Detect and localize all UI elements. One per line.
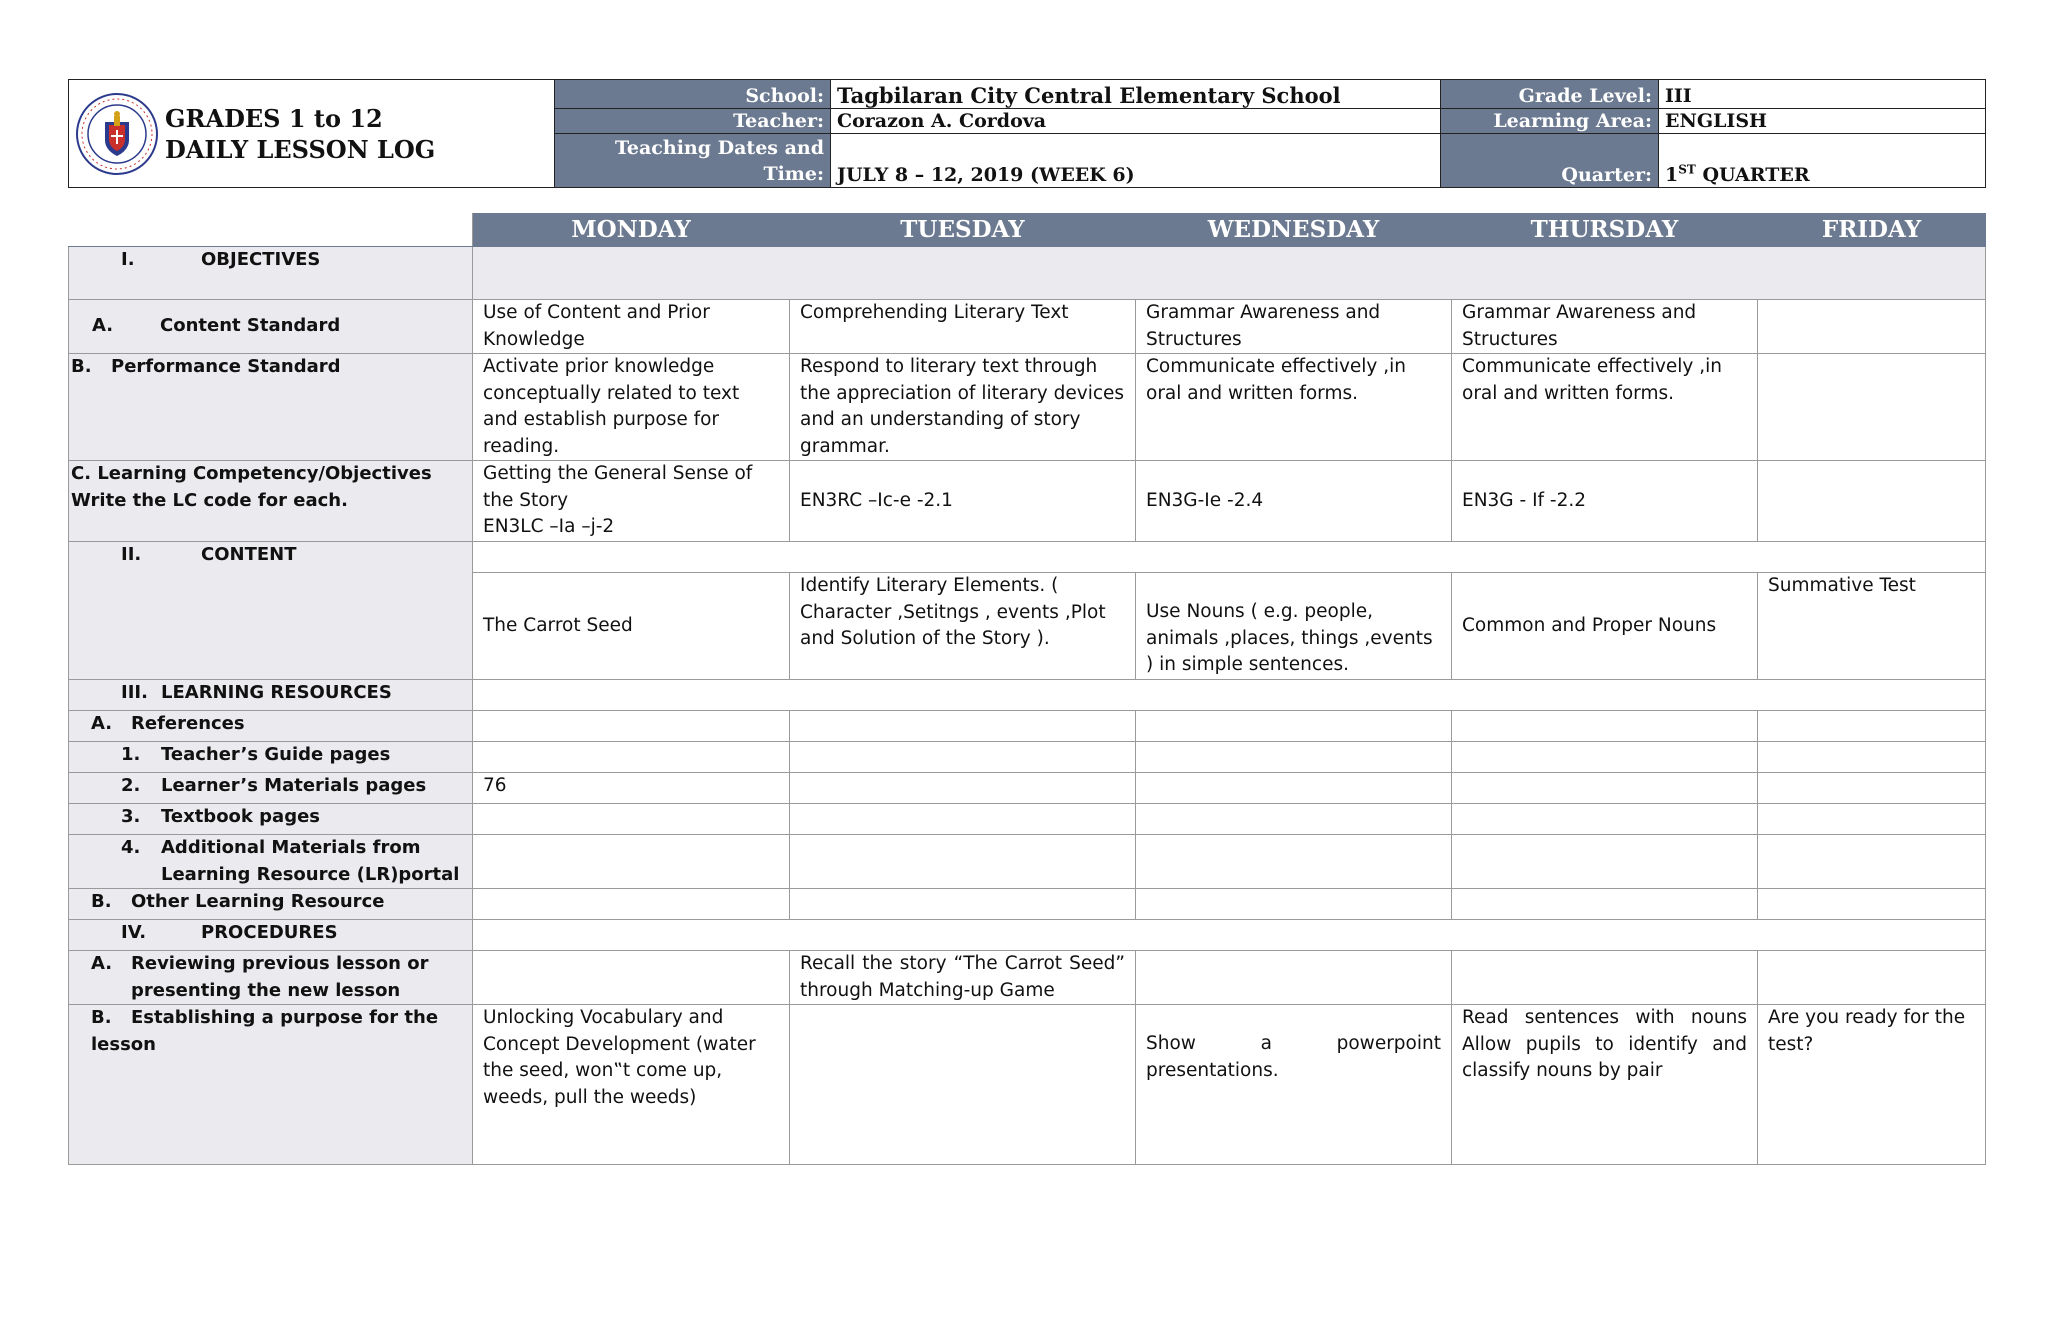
other-resource-thursday — [1452, 889, 1758, 920]
learning-competency-monday — [473, 461, 790, 542]
establishing-tuesday — [790, 1005, 1136, 1165]
content-standard-text: Content Standard — [160, 315, 341, 337]
reviewing-num: A. — [91, 953, 113, 974]
day-wednesday: WEDNESDAY — [1136, 214, 1452, 247]
quarter-value-rest: QUARTER — [1695, 164, 1810, 186]
content-standard-friday — [1758, 300, 1986, 354]
lm-pages-text: Learner’s Materials pages — [161, 775, 427, 796]
reviewing-wednesday — [1136, 951, 1452, 1005]
grade-level-value: III — [1659, 80, 1986, 109]
additional-materials-tuesday — [790, 835, 1136, 889]
header-table — [68, 79, 1986, 188]
content-standard-num: A. — [92, 315, 114, 337]
tg-pages-wednesday — [1136, 742, 1452, 773]
additional-materials-wednesday — [1136, 835, 1452, 889]
learning-competency-line1: C. Learning Competency/Objectives — [71, 463, 432, 484]
references-text: References — [131, 713, 245, 734]
tg-pages-row — [69, 742, 1986, 773]
teaching-dates-value: JULY 8 – 12, 2019 (WEEK 6) — [831, 134, 1441, 188]
performance-standard-tuesday: Respond to literary text through the appreciation of literary devices and an understanding of story grammar. — [790, 354, 1136, 461]
references-monday — [473, 711, 790, 742]
learning-competency-tuesday: EN3RC –Ic-e -2.1 — [790, 461, 1136, 542]
learning-area-value: ENGLISH — [1659, 109, 1986, 134]
references-wednesday — [1136, 711, 1452, 742]
reviewing-line1: Reviewing previous lesson or — [131, 953, 429, 974]
deped-seal-icon — [75, 92, 159, 176]
lesson-log-table — [68, 213, 1986, 1165]
logo-cell — [69, 80, 555, 188]
teaching-dates-label-line1: Teaching Dates and — [614, 137, 824, 159]
objectives-span — [473, 247, 1986, 300]
day-friday: FRIDAY — [1758, 214, 1986, 247]
content-thursday: Common and Proper Nouns — [1452, 573, 1758, 680]
learning-competency-wednesday: EN3G-Ie -2.4 — [1136, 461, 1452, 542]
procedures-text: PROCEDURES — [201, 922, 338, 943]
teaching-dates-label-line2: Time: — [763, 163, 824, 185]
textbook-pages-thursday — [1452, 804, 1758, 835]
objectives-label — [69, 247, 473, 300]
content-standard-wednesday: Grammar Awareness and Structures — [1136, 300, 1452, 354]
lm-pages-num: 2. — [121, 775, 141, 796]
content-friday: Summative Test — [1758, 573, 1986, 680]
day-monday: MONDAY — [473, 214, 790, 247]
establishing-num: B. — [91, 1007, 112, 1028]
learning-resources-num: III. — [121, 682, 148, 703]
textbook-pages-tuesday — [790, 804, 1136, 835]
references-thursday — [1452, 711, 1758, 742]
textbook-pages-wednesday — [1136, 804, 1452, 835]
lm-pages-label — [69, 773, 473, 804]
content-label — [69, 542, 473, 680]
other-resource-num: B. — [91, 891, 112, 912]
content-span — [473, 542, 1986, 573]
learning-competency-label — [69, 461, 473, 542]
teaching-dates-label — [555, 134, 831, 188]
other-resource-text: Other Learning Resource — [131, 891, 385, 912]
performance-standard-wednesday: Communicate effectively ,in oral and written forms. — [1136, 354, 1452, 461]
corner-blank — [69, 214, 473, 247]
lm-pages-friday — [1758, 773, 1986, 804]
content-standard-monday: Use of Content and Prior Knowledge — [473, 300, 790, 354]
establishing-friday: Are you ready for the test? — [1758, 1005, 1986, 1165]
establishing-text: Establishing a purpose for the lesson — [91, 1007, 439, 1055]
textbook-pages-text: Textbook pages — [161, 806, 321, 827]
content-wednesday: Use Nouns ( e.g. people, animals ,places, things ,events ) in simple sentences. — [1136, 573, 1452, 680]
tg-pages-num: 1. — [121, 744, 141, 765]
tg-pages-tuesday — [790, 742, 1136, 773]
quarter-value — [1659, 134, 1986, 188]
textbook-pages-monday — [473, 804, 790, 835]
additional-materials-row — [69, 835, 1986, 889]
objectives-text: OBJECTIVES — [201, 249, 321, 270]
procedures-span — [473, 920, 1986, 951]
textbook-pages-row — [69, 804, 1986, 835]
day-header-row — [69, 214, 1986, 247]
procedures-num: IV. — [121, 922, 147, 943]
additional-materials-monday — [473, 835, 790, 889]
teacher-value: Corazon A. Cordova — [831, 109, 1441, 134]
additional-materials-label — [69, 835, 473, 889]
quarter-value-sup: ST — [1678, 162, 1696, 177]
lm-pages-monday: 76 — [473, 773, 790, 804]
establishing-label — [69, 1005, 473, 1165]
reviewing-label — [69, 951, 473, 1005]
additional-materials-num: 4. — [121, 837, 141, 858]
learning-resources-text: LEARNING RESOURCES — [161, 682, 392, 703]
learning-resources-label — [69, 680, 473, 711]
procedures-row — [69, 920, 1986, 951]
performance-standard-monday: Activate prior knowledge conceptually related to text and establish purpose for reading. — [473, 354, 790, 461]
reviewing-thursday — [1452, 951, 1758, 1005]
content-monday: The Carrot Seed — [473, 573, 790, 680]
textbook-pages-friday — [1758, 804, 1986, 835]
learning-competency-monday-line1: Getting the General Sense of the Story — [483, 463, 753, 511]
objectives-num: I. — [121, 249, 135, 270]
teacher-label: Teacher: — [555, 109, 831, 134]
other-resource-label — [69, 889, 473, 920]
content-standard-row — [69, 300, 1986, 354]
performance-standard-text: Performance Standard — [111, 356, 341, 377]
tg-pages-text: Teacher’s Guide pages — [161, 744, 391, 765]
establishing-wednesday: Show a powerpoint presentations. — [1136, 1005, 1452, 1165]
additional-materials-line2: Learning Resource (LR)portal — [161, 863, 460, 885]
tg-pages-thursday — [1452, 742, 1758, 773]
content-num: II. — [121, 544, 142, 565]
procedures-label — [69, 920, 473, 951]
lm-pages-thursday — [1452, 773, 1758, 804]
other-resource-tuesday — [790, 889, 1136, 920]
textbook-pages-label — [69, 804, 473, 835]
day-thursday: THURSDAY — [1452, 214, 1758, 247]
learning-competency-monday-line2: EN3LC –Ia –j-2 — [483, 516, 615, 537]
performance-standard-num: B. — [71, 356, 92, 377]
content-header-row — [69, 542, 1986, 573]
reviewing-line2: presenting the new lesson — [131, 979, 401, 1001]
establishing-thursday: Read sentences with nouns Allow pupils to identify and classify nouns by pair — [1452, 1005, 1758, 1165]
learning-competency-row — [69, 461, 1986, 542]
tg-pages-friday — [1758, 742, 1986, 773]
learning-area-label: Learning Area: — [1441, 109, 1659, 134]
additional-materials-line1: Additional Materials from — [161, 837, 421, 858]
textbook-pages-num: 3. — [121, 806, 141, 827]
learning-competency-line2: Write the LC code for each. — [71, 489, 348, 511]
establishing-row — [69, 1005, 1986, 1165]
establishing-monday: Unlocking Vocabulary and Concept Development (water the seed, won‟t come up, weeds, pull the weeds) — [473, 1005, 790, 1165]
content-tuesday: Identify Literary Elements. ( Character ,Setitngs , events ,Plot and Solution of the Story ). — [790, 573, 1136, 680]
reviewing-friday — [1758, 951, 1986, 1005]
learning-competency-friday — [1758, 461, 1986, 542]
reviewing-monday — [473, 951, 790, 1005]
learning-competency-thursday: EN3G - If -2.2 — [1452, 461, 1758, 542]
content-standard-tuesday: Comprehending Literary Text — [790, 300, 1136, 354]
reviewing-row — [69, 951, 1986, 1005]
other-resource-row — [69, 889, 1986, 920]
lm-pages-row — [69, 773, 1986, 804]
reviewing-tuesday: Recall the story “The Carrot Seed” through Matching-up Game — [790, 951, 1136, 1005]
content-standard-thursday: Grammar Awareness and Structures — [1452, 300, 1758, 354]
lm-pages-tuesday — [790, 773, 1136, 804]
learning-resources-row — [69, 680, 1986, 711]
additional-materials-friday — [1758, 835, 1986, 889]
content-text: CONTENT — [201, 544, 297, 565]
other-resource-friday — [1758, 889, 1986, 920]
tg-pages-monday — [473, 742, 790, 773]
references-row — [69, 711, 1986, 742]
lm-pages-wednesday — [1136, 773, 1452, 804]
performance-standard-row — [69, 354, 1986, 461]
performance-standard-label — [69, 354, 473, 461]
references-tuesday — [790, 711, 1136, 742]
header-title-line2: DAILY LESSON LOG — [165, 134, 436, 164]
performance-standard-thursday: Communicate effectively ,in oral and written forms. — [1452, 354, 1758, 461]
performance-standard-friday — [1758, 354, 1986, 461]
grade-level-label: Grade Level: — [1441, 80, 1659, 109]
additional-materials-thursday — [1452, 835, 1758, 889]
other-resource-wednesday — [1136, 889, 1452, 920]
school-value: Tagbilaran City Central Elementary School — [831, 80, 1441, 109]
other-resource-monday — [473, 889, 790, 920]
objectives-row — [69, 247, 1986, 300]
quarter-label: Quarter: — [1441, 134, 1659, 188]
references-num: A. — [91, 713, 113, 734]
learning-resources-span — [473, 680, 1986, 711]
day-tuesday: TUESDAY — [790, 214, 1136, 247]
references-friday — [1758, 711, 1986, 742]
school-label: School: — [555, 80, 831, 109]
tg-pages-label — [69, 742, 473, 773]
quarter-value-num: 1 — [1665, 164, 1679, 186]
content-standard-label — [69, 300, 473, 354]
references-label — [69, 711, 473, 742]
header-title-line1: GRADES 1 to 12 — [165, 103, 383, 133]
